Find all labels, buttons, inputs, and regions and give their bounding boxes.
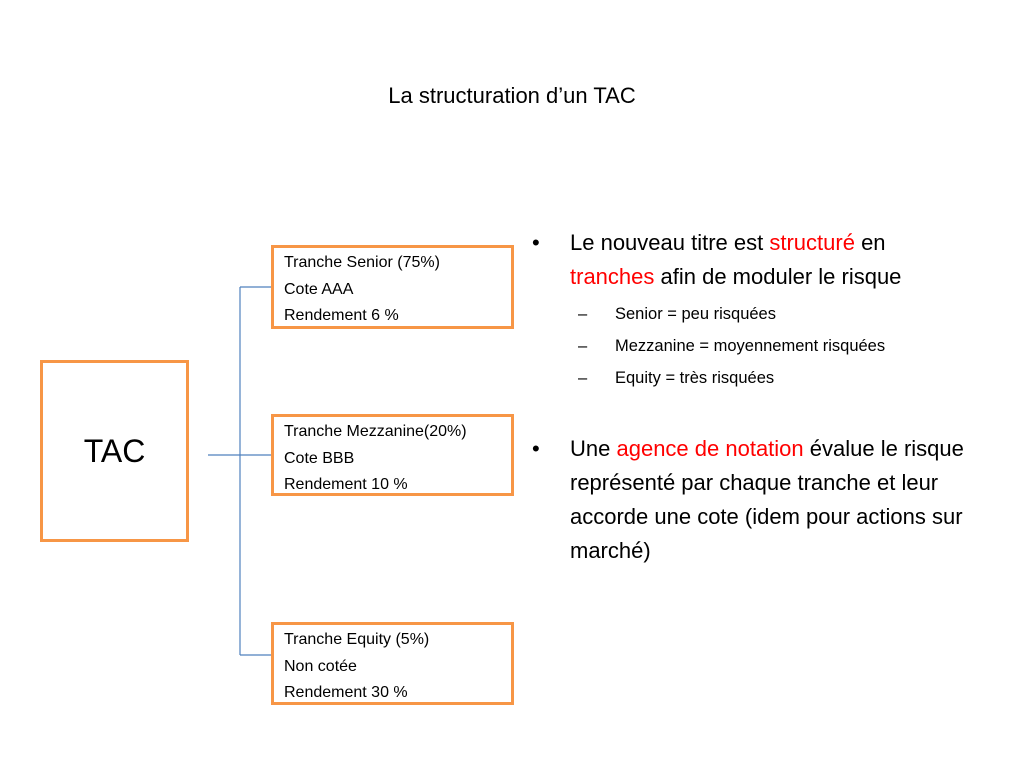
bullet-1-text-b: en: [854, 230, 886, 255]
sub-bullet-dash: –: [578, 369, 588, 387]
bullet-1-text-a: Le nouveau titre est: [570, 230, 770, 255]
sub-bullet-equity-text: Equity = très risquées: [615, 369, 775, 387]
bullet-2-text-a: Une: [570, 436, 617, 461]
bullet-2-highlight-agency: agence de notation: [616, 436, 804, 461]
bullet-rating-agency: [530, 432, 970, 568]
tranche-equity-name: Tranche Equity (5%): [284, 631, 430, 648]
bullet-1-highlight-structure: structuré: [769, 230, 855, 255]
bullet-2-text-b: évalue le risque représenté par chaque tranche et leur accorde une cote (idem pour actions sur marché): [570, 436, 964, 563]
tranche-mezzanine-rating: Cote BBB: [284, 449, 355, 467]
bullet-list: [530, 226, 970, 568]
bullet-marker: •: [532, 230, 540, 255]
tranche-mezzanine-box: [271, 414, 514, 496]
sub-bullet-senior: [530, 298, 970, 330]
tac-label: TAC: [83, 433, 146, 469]
tranche-senior-rating: Cote AAA: [284, 280, 354, 298]
sub-bullet-mezzanine: [530, 330, 970, 362]
sub-bullet-senior-text: Senior = peu risquées: [615, 305, 776, 323]
slide-title: La structuration d’un TAC: [388, 83, 636, 108]
tranche-mezzanine-yield: Rendement 10 %: [284, 476, 408, 493]
bullet-1-text-c: afin de moduler le risque: [654, 264, 902, 289]
tranche-senior-box: [271, 245, 514, 329]
bullet-1-highlight-tranches: tranches: [570, 264, 655, 289]
tranche-senior-yield: Rendement 6 %: [284, 307, 399, 324]
tranche-equity-rating: Non cotée: [284, 657, 357, 675]
sub-bullet-equity: [530, 362, 970, 394]
sub-bullet-mezzanine-text: Mezzanine = moyennement risquées: [615, 337, 886, 355]
tac-box: [40, 360, 189, 542]
tranche-equity-box: [271, 622, 514, 705]
tranche-mezzanine-name: Tranche Mezzanine(20%): [284, 423, 467, 440]
tranche-senior-name: Tranche Senior (75%): [284, 254, 440, 271]
sub-bullet-list: [530, 298, 970, 394]
bullet-gap: [530, 394, 970, 432]
sub-bullet-dash: –: [578, 337, 588, 355]
tranche-equity-yield: Rendement 30 %: [284, 684, 408, 701]
bullet-structure: [530, 226, 970, 294]
sub-bullet-dash: –: [578, 305, 588, 323]
bullet-marker: •: [532, 436, 540, 461]
